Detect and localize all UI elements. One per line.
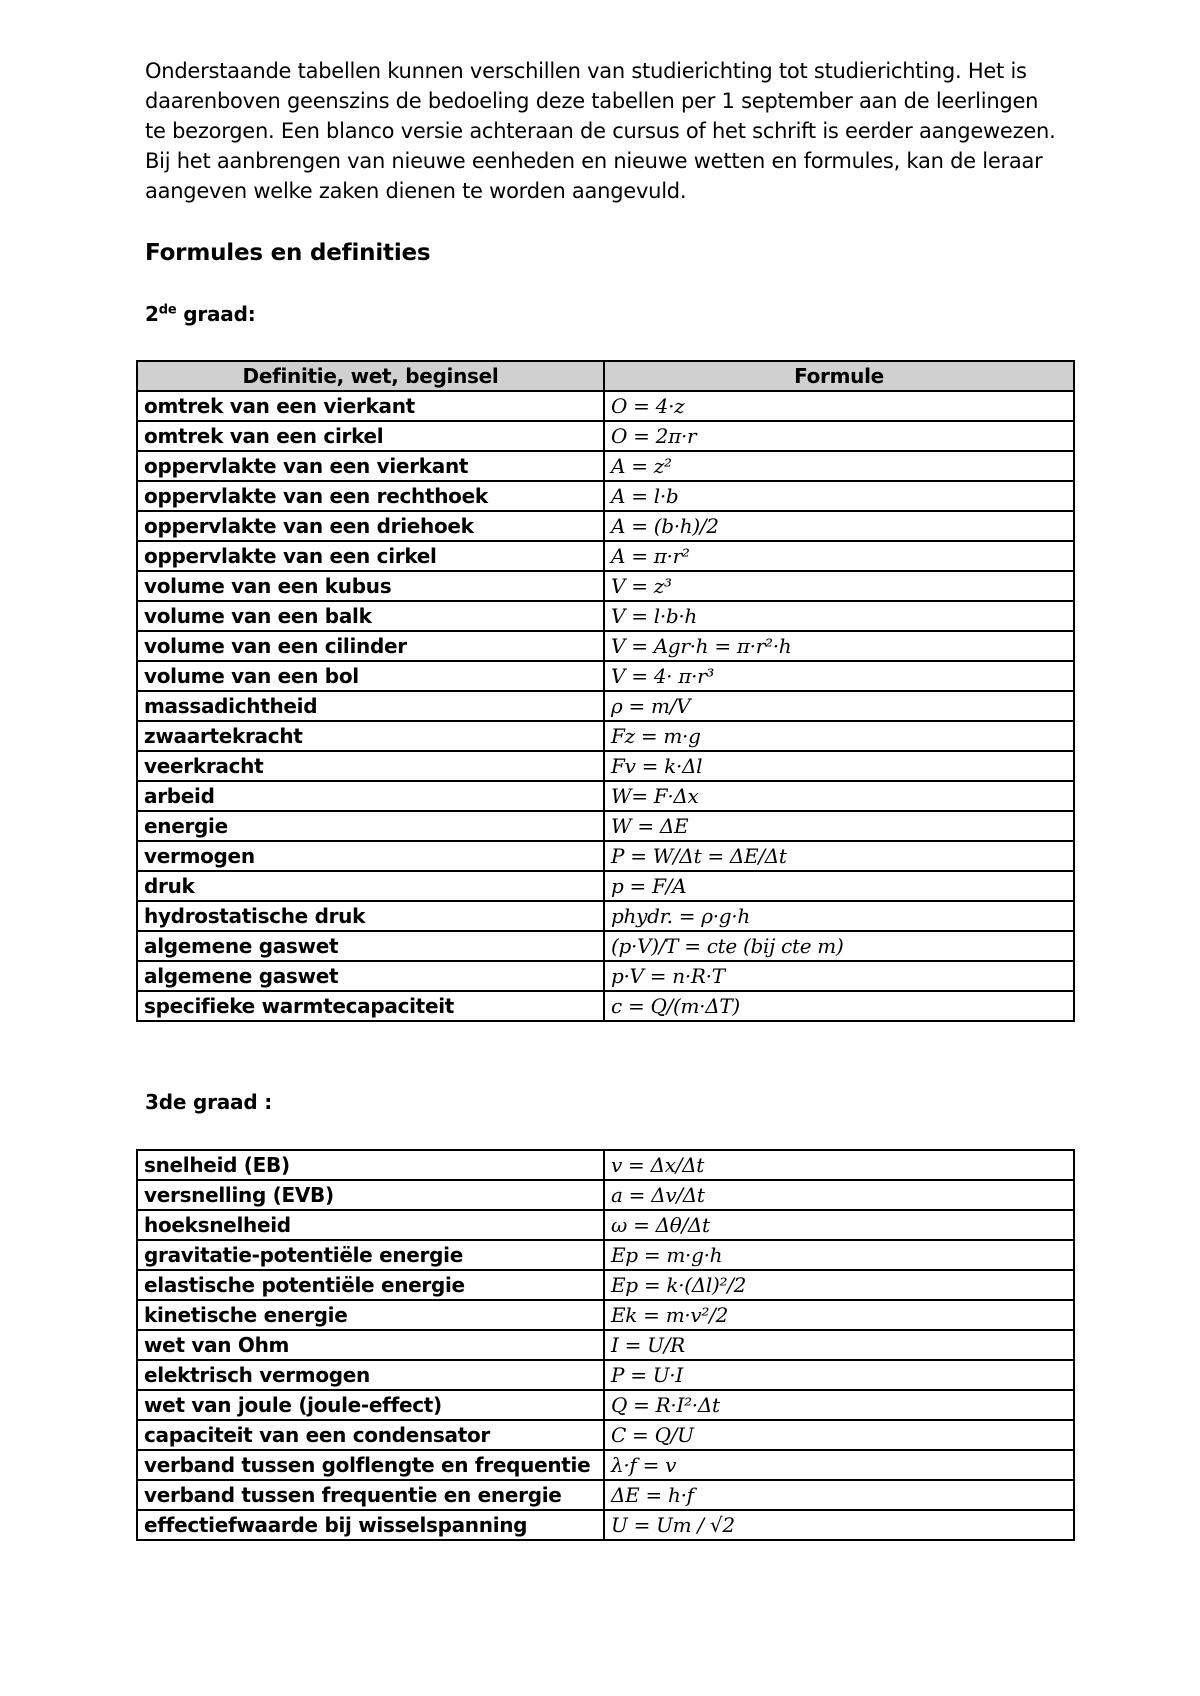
- table-row: [137, 1300, 1074, 1330]
- formula-cell: I = U/R: [604, 1330, 1074, 1360]
- definition-cell: volume van een cilinder: [137, 631, 604, 661]
- definition-cell: massadichtheid: [137, 691, 604, 721]
- formula-cell: P = W/Δt = ΔE/Δt: [604, 841, 1074, 871]
- formula-cell: O = 4·z: [604, 391, 1074, 421]
- formula-cell: Fz = m·g: [604, 721, 1074, 751]
- definition-cell: zwaartekracht: [137, 721, 604, 751]
- formula-cell: A = l·b: [604, 481, 1074, 511]
- formula-cell: A = z²: [604, 451, 1074, 481]
- table-row: [137, 1330, 1074, 1360]
- table-header-row: [137, 361, 1074, 391]
- formula-cell: Q = R·I²·Δt: [604, 1390, 1074, 1420]
- definition-cell: energie: [137, 811, 604, 841]
- formula-cell: Ep = k·(Δl)²/2: [604, 1270, 1074, 1300]
- formula-cell: W= F·Δx: [604, 781, 1074, 811]
- table-row: [137, 511, 1074, 541]
- definition-cell: volume van een balk: [137, 601, 604, 631]
- table-row: [137, 421, 1074, 451]
- table-row: [137, 601, 1074, 631]
- formula-cell: (p·V)/T = cte (bij cte m): [604, 931, 1074, 961]
- formula-cell: c = Q/(m·ΔT): [604, 991, 1074, 1021]
- definition-cell: volume van een kubus: [137, 571, 604, 601]
- formula-cell: O = 2π·r: [604, 421, 1074, 451]
- table-row: [137, 631, 1074, 661]
- formula-cell: A = π·r²: [604, 541, 1074, 571]
- definition-cell: verband tussen frequentie en energie: [137, 1480, 604, 1510]
- table-row: [137, 991, 1074, 1021]
- definition-cell: versnelling (EVB): [137, 1180, 604, 1210]
- formula-table-grade2: [136, 360, 1075, 1022]
- table-row: [137, 451, 1074, 481]
- intro-paragraph: Onderstaande tabellen kunnen verschillen van studierichting tot studierichting. Het is daarenboven geenszins de bedoeling deze tabellen per 1 september aan de leerlingen te bezorgen. Een blanco versie achteraan de cursus of het schrift is eerder aangewezen. Bij het aanbrengen van nieuwe eenheden en nieuwe wetten en formules, kan de leraar aangeven welke zaken dienen te worden aangevuld.: [145, 59, 1056, 203]
- formula-cell: p·V = n·R·T: [604, 961, 1074, 991]
- formula-cell: λ·f = v: [604, 1450, 1074, 1480]
- table-row: [137, 721, 1074, 751]
- table-row: [137, 781, 1074, 811]
- table-row: [137, 1450, 1074, 1480]
- formula-cell: Ep = m·g·h: [604, 1240, 1074, 1270]
- definition-cell: hoeksnelheid: [137, 1210, 604, 1240]
- definition-cell: vermogen: [137, 841, 604, 871]
- definition-cell: oppervlakte van een vierkant: [137, 451, 604, 481]
- formula-cell: C = Q/U: [604, 1420, 1074, 1450]
- definition-cell: algemene gaswet: [137, 931, 604, 961]
- table-row: [137, 1180, 1074, 1210]
- table-row: [137, 1480, 1074, 1510]
- definition-cell: oppervlakte van een driehoek: [137, 511, 604, 541]
- formula-table-grade3: [136, 1149, 1075, 1541]
- formula-cell: ΔE = h·f: [604, 1480, 1074, 1510]
- definition-cell: capaciteit van een condensator: [137, 1420, 604, 1450]
- table-row: [137, 841, 1074, 871]
- definition-cell: snelheid (EB): [137, 1150, 604, 1180]
- grade2-sup: de: [158, 302, 177, 318]
- definition-cell: elastische potentiële energie: [137, 1270, 604, 1300]
- table-row: [137, 1270, 1074, 1300]
- definition-cell: verband tussen golflengte en frequentie: [137, 1450, 604, 1480]
- definition-cell: specifieke warmtecapaciteit: [137, 991, 604, 1021]
- definition-cell: druk: [137, 871, 604, 901]
- definition-cell: effectiefwaarde bij wisselspanning: [137, 1510, 604, 1540]
- definition-cell: wet van Ohm: [137, 1330, 604, 1360]
- table-row: [137, 481, 1074, 511]
- table-row: [137, 871, 1074, 901]
- table-row: [137, 1390, 1074, 1420]
- definition-cell: hydrostatische druk: [137, 901, 604, 931]
- definition-cell: arbeid: [137, 781, 604, 811]
- section-title: Formules en definities: [145, 240, 431, 266]
- formula-cell: Ek = m·v²/2: [604, 1300, 1074, 1330]
- formula-cell: v = Δx/Δt: [604, 1150, 1074, 1180]
- grade2-heading: [145, 302, 256, 326]
- header-formula: Formule: [604, 361, 1074, 391]
- formula-cell: phydr. = ρ·g·h: [604, 901, 1074, 931]
- formula-cell: V = l·b·h: [604, 601, 1074, 631]
- table-row: [137, 391, 1074, 421]
- formula-cell: W = ΔE: [604, 811, 1074, 841]
- table-row: [137, 1240, 1074, 1270]
- definition-cell: elektrisch vermogen: [137, 1360, 604, 1390]
- table-row: [137, 541, 1074, 571]
- table-row: [137, 961, 1074, 991]
- table-row: [137, 661, 1074, 691]
- definition-cell: omtrek van een vierkant: [137, 391, 604, 421]
- formula-cell: A = (b·h)/2: [604, 511, 1074, 541]
- definition-cell: wet van joule (joule-effect): [137, 1390, 604, 1420]
- grade2-number: 2: [145, 302, 159, 326]
- table-row: [137, 1150, 1074, 1180]
- formula-cell: ρ = m/V: [604, 691, 1074, 721]
- table-row: [137, 901, 1074, 931]
- formula-cell: U = Um / √2: [604, 1510, 1074, 1540]
- definition-cell: veerkracht: [137, 751, 604, 781]
- definition-cell: algemene gaswet: [137, 961, 604, 991]
- definition-cell: gravitatie-potentiële energie: [137, 1240, 604, 1270]
- definition-cell: oppervlakte van een cirkel: [137, 541, 604, 571]
- formula-cell: V = z³: [604, 571, 1074, 601]
- formula-cell: ω = Δθ/Δt: [604, 1210, 1074, 1240]
- definition-cell: oppervlakte van een rechthoek: [137, 481, 604, 511]
- formula-cell: V = 4· π·r³: [604, 661, 1074, 691]
- table-row: [137, 1210, 1074, 1240]
- table-row: [137, 931, 1074, 961]
- grade2-rest: graad:: [176, 302, 256, 326]
- formula-cell: p = F/A: [604, 871, 1074, 901]
- table-row: [137, 691, 1074, 721]
- table-row: [137, 1420, 1074, 1450]
- grade3-heading: 3de graad :: [145, 1090, 273, 1114]
- table-row: [137, 1510, 1074, 1540]
- table-row: [137, 751, 1074, 781]
- table-row: [137, 571, 1074, 601]
- definition-cell: kinetische energie: [137, 1300, 604, 1330]
- definition-cell: omtrek van een cirkel: [137, 421, 604, 451]
- formula-cell: a = Δv/Δt: [604, 1180, 1074, 1210]
- header-definition: Definitie, wet, beginsel: [137, 361, 604, 391]
- formula-cell: Fv = k·Δl: [604, 751, 1074, 781]
- definition-cell: volume van een bol: [137, 661, 604, 691]
- table-row: [137, 811, 1074, 841]
- table-row: [137, 1360, 1074, 1390]
- formula-cell: V = Agr·h = π·r²·h: [604, 631, 1074, 661]
- formula-cell: P = U·I: [604, 1360, 1074, 1390]
